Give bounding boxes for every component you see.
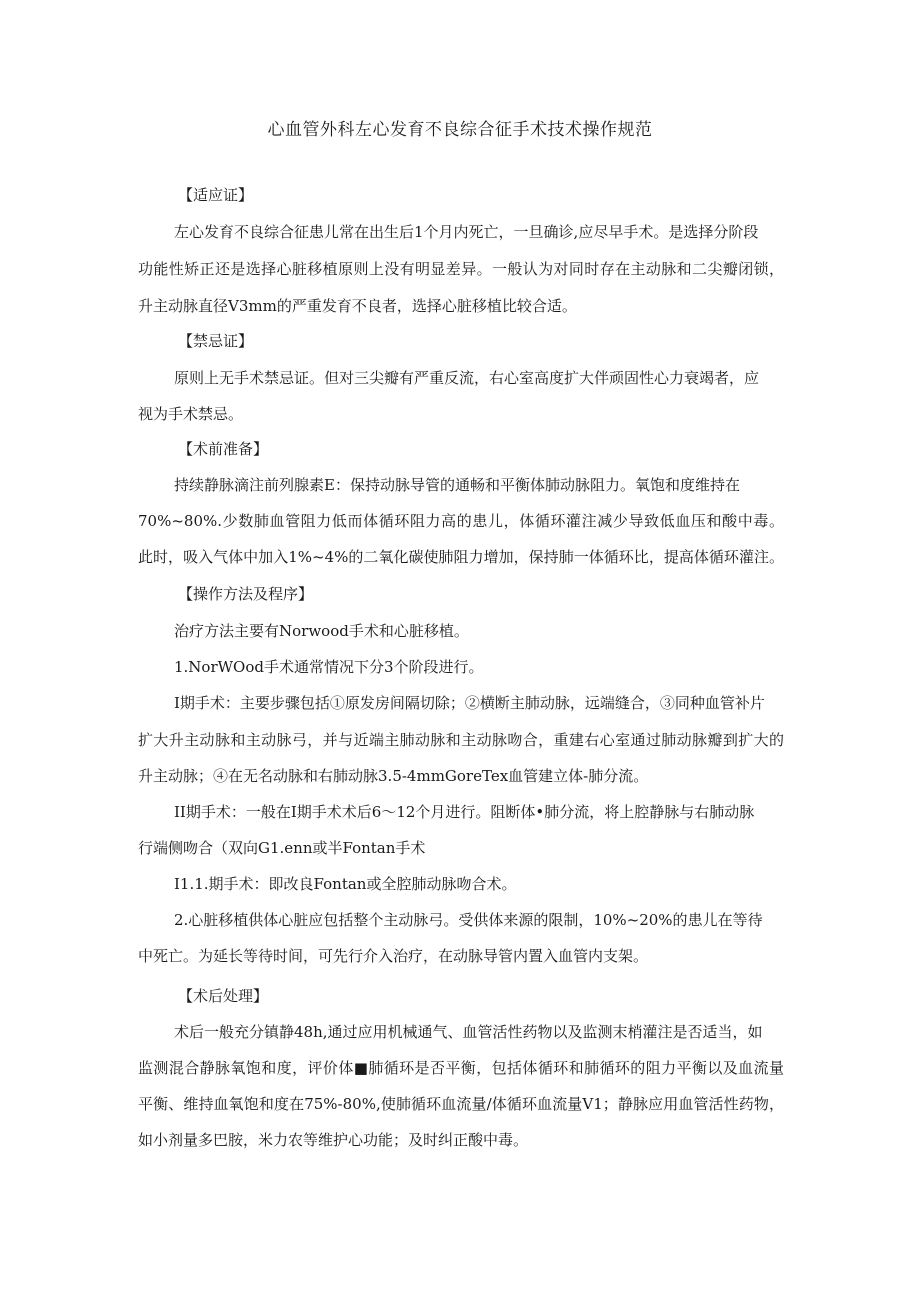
document-title: 心血管外科左心发育不良综合征手术技术操作规范 xyxy=(267,120,653,140)
paragraph-line: 扩大升主动脉和主动脉弓，并与近端主肺动脉和主动脉吻合，重建右心室通过肺动脉瓣到扩大的 xyxy=(138,731,784,749)
paragraph-line: 70%~80%.少数肺血管阻力低而体循环阻力高的患儿，体循环灌注减少导致低血压和酸中毒。 xyxy=(138,512,784,530)
paragraph-line: 升主动脉直径V3mm的严重发育不良者，选择心脏移植比较合适。 xyxy=(138,297,577,315)
section-heading-preoperative: 【术前准备】 xyxy=(178,440,269,458)
paragraph-line: 术后一般充分镇静48h,通过应用机械通气、血管活性药物以及监测末梢灌注是否适当，如 xyxy=(174,1023,763,1041)
paragraph-line: 监测混合静脉氧饱和度，评价体■肺循环是否平衡，包括体循环和肺循环的阻力平衡以及血流量 xyxy=(138,1059,784,1077)
paragraph-line: 平衡、维持血氧饱和度在75%-80%,使肺循环血流量/体循环血流量V1；静脉应用血管活性药物， xyxy=(138,1095,784,1113)
section-heading-indications: 【适应证】 xyxy=(178,186,254,204)
section-heading-postoperative: 【术后处理】 xyxy=(178,987,269,1005)
section-heading-procedure: 【操作方法及程序】 xyxy=(178,585,314,603)
paragraph-line: 此时，吸入气体中加入1%~4%的二氧化碳使肺阻力增加，保持肺一体循环比，提高体循环灌注。 xyxy=(138,548,784,566)
section-heading-contraindications: 【禁忌证】 xyxy=(178,332,254,350)
paragraph-line: I期手术：主要步骤包括①原发房间隔切除；②横断主肺动脉，远端缝合，③同种血管补片 xyxy=(174,694,765,712)
paragraph-line: 左心发育不良综合征患儿常在出生后1个月内死亡，一旦确诊,应尽早手术。是选择分阶段 xyxy=(174,223,759,241)
paragraph-line: 如小剂量多巴胺，米力农等维护心功能；及时纠正酸中毒。 xyxy=(138,1131,529,1149)
paragraph-line: 持续静脉滴注前列腺素E：保持动脉导管的通畅和平衡体肺动脉阻力。氧饱和度维持在 xyxy=(174,476,740,494)
paragraph-line: 功能性矫正还是选择心脏移植原则上没有明显差异。一般认为对同时存在主动脉和二尖瓣闭锁， xyxy=(138,260,784,278)
paragraph-line: 原则上无手术禁忌证。但对三尖瓣有严重反流，右心室高度扩大伴顽固性心力衰竭者，应 xyxy=(174,369,760,387)
paragraph-line: 治疗方法主要有Norwood手术和心脏移植。 xyxy=(174,622,469,640)
paragraph-line: I1.1.期手术：即改良Fontan或全腔肺动脉吻合术。 xyxy=(174,875,517,893)
paragraph-line: 1.NorWOod手术通常情况下分3个阶段进行。 xyxy=(174,658,484,676)
paragraph-line: 行端侧吻合（双向G1.enn或半Fontan手术 xyxy=(138,839,426,857)
paragraph-line: 视为手术禁忌。 xyxy=(138,405,244,423)
paragraph-line: II期手术：一般在I期手术术后6～12个月进行。阻断体•肺分流，将上腔静脉与右肺动脉 xyxy=(174,803,755,821)
paragraph-line: 升主动脉；④在无名动脉和右肺动脉3.5-4mmGoreTex血管建立体-肺分流。 xyxy=(138,767,649,785)
paragraph-line: 中死亡。为延长等待时间，可先行介入治疗，在动脉导管内置入血管内支架。 xyxy=(138,947,649,965)
paragraph-line: 2.心脏移植供体心脏应包括整个主动脉弓。受供体来源的限制，10%~20%的患儿在等待 xyxy=(174,911,763,929)
